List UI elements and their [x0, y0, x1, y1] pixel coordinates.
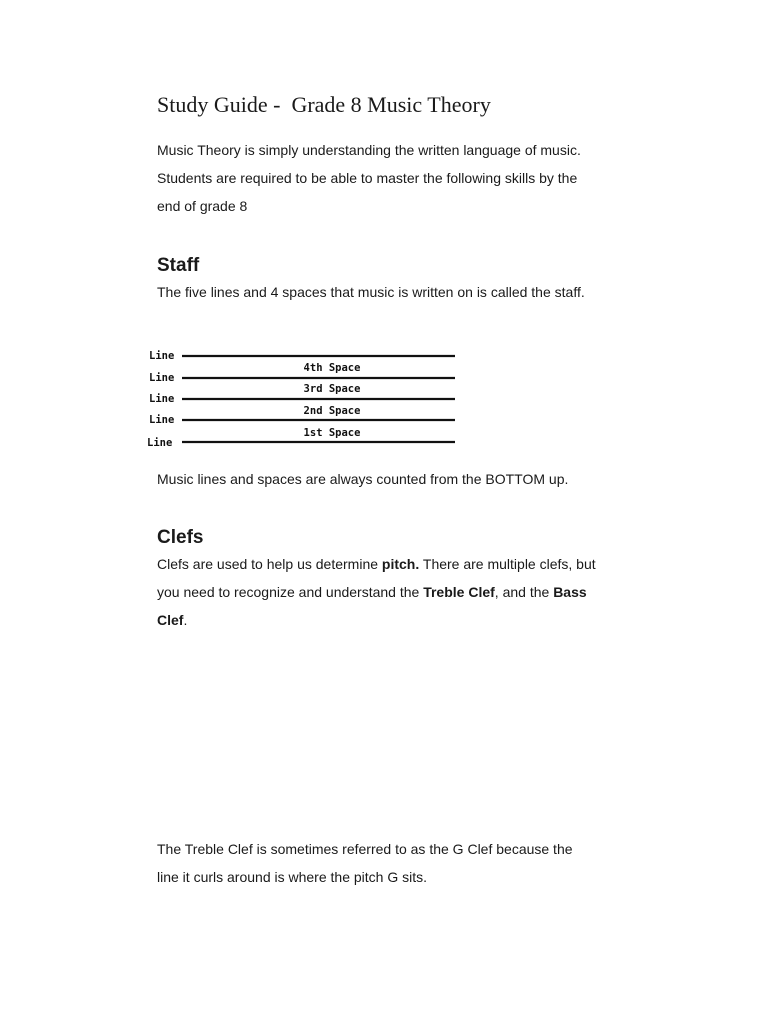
- clefs-heading: Clefs: [157, 527, 204, 548]
- staff-diagram: [146, 345, 462, 450]
- pitch-term: pitch.: [381, 556, 420, 572]
- clefs-text-4: .: [183, 612, 188, 628]
- treble-clef-term: Treble Clef: [423, 584, 495, 600]
- intro-line-2: Students are required to be able to master the following skills by the: [157, 170, 578, 186]
- intro-paragraph: [157, 136, 617, 220]
- page-title: Study Guide - Grade 8 Music Theory: [157, 92, 491, 117]
- intro-line-3: end of grade 8: [157, 198, 248, 214]
- line-label-5: Line: [149, 350, 175, 362]
- clefs-text-3: , and the: [494, 584, 554, 600]
- space-label-2: 2nd Space: [303, 405, 361, 417]
- staff-counting-note: Music lines and spaces are always counted from the BOTTOM up.: [157, 471, 569, 487]
- bass-clef-term: Bass Clef: [157, 584, 587, 628]
- space-label-1: 1st Space: [303, 427, 361, 439]
- line-label-1: Line: [147, 437, 173, 449]
- treble-note-line-2: line it curls around is where the pitch G sits.: [157, 869, 428, 885]
- line-label-4: Line: [149, 372, 175, 384]
- clefs-text-1: Clefs are used to help us determine: [157, 556, 382, 572]
- line-label-3: Line: [149, 393, 175, 405]
- clefs-paragraph: [157, 550, 612, 634]
- treble-clef-note: [157, 835, 617, 891]
- line-label-2: Line: [149, 414, 175, 426]
- intro-line-1: Music Theory is simply understanding the written language of music.: [157, 142, 581, 158]
- staff-description: The five lines and 4 spaces that music is written on is called the staff.: [157, 284, 585, 300]
- clefs-text-2: There are multiple clefs, but you need to recognize and understand the: [157, 556, 596, 600]
- staff-heading: Staff: [157, 255, 200, 276]
- space-label-3: 3rd Space: [303, 383, 361, 395]
- space-label-4: 4th Space: [303, 362, 361, 374]
- treble-note-line-1: The Treble Clef is sometimes referred to as the G Clef because the: [157, 841, 573, 857]
